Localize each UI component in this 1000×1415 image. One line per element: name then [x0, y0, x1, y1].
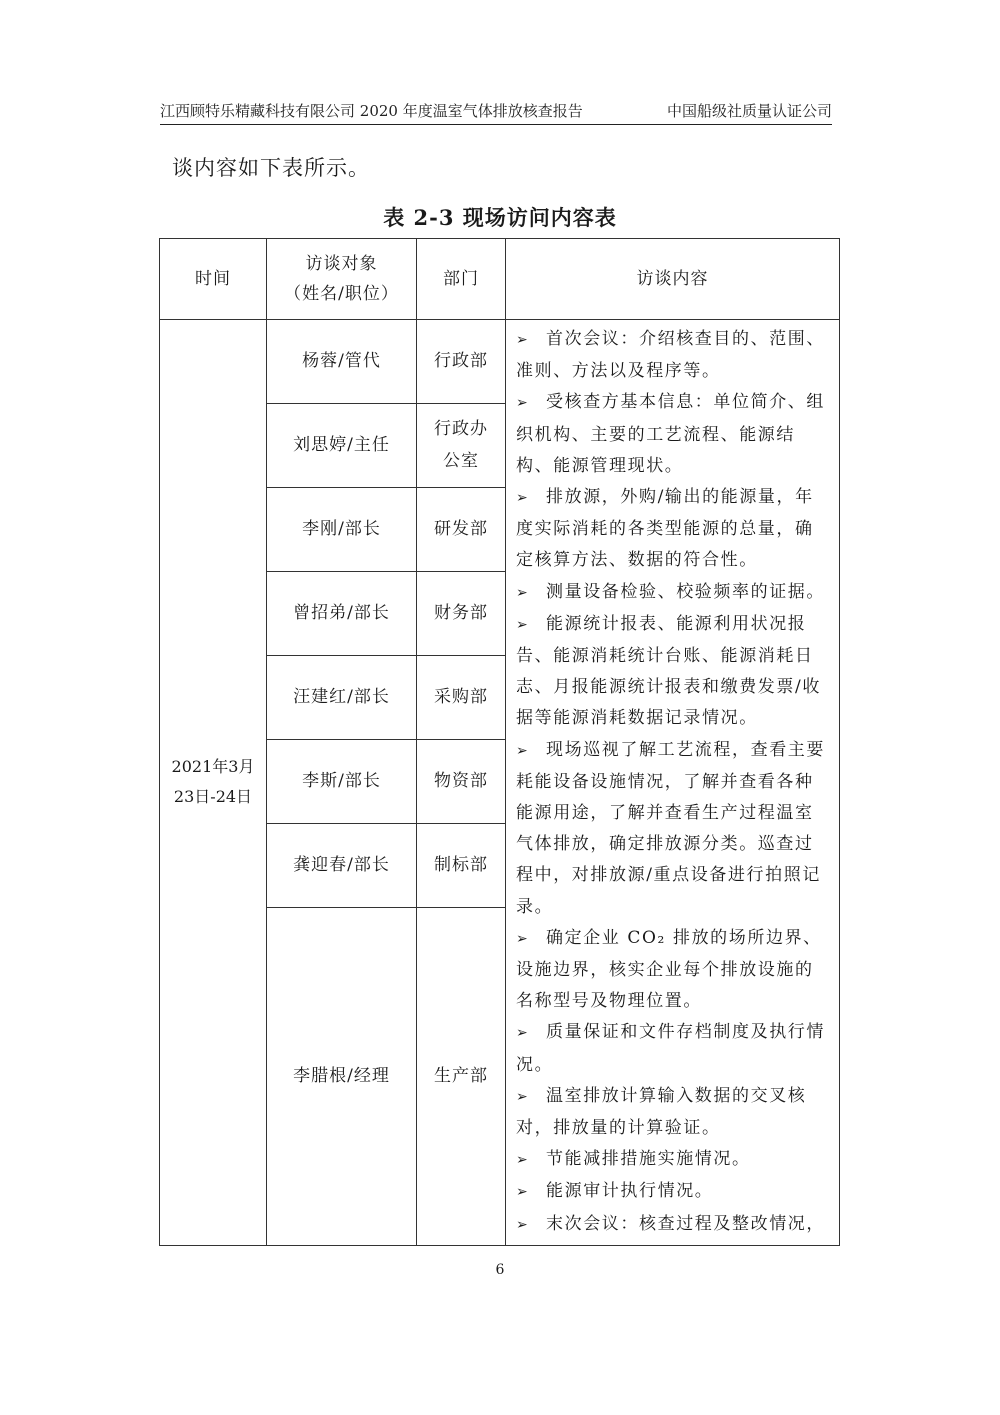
content-item — [516, 482, 831, 577]
dept-cell: 财务部 — [417, 571, 506, 655]
header-organization: 中国船级社质量认证公司 — [666, 102, 832, 120]
person-cell: 曾招弟/部长 — [267, 571, 417, 655]
dept-line1: 行政办 — [434, 419, 488, 440]
bullet-arrow-icon: ➢ — [516, 1088, 530, 1105]
header-dept: 部门 — [417, 239, 506, 320]
header-person-line2: （姓名/职位） — [284, 284, 399, 304]
intro-text: 谈内容如下表所示。 — [172, 156, 370, 180]
bullet-arrow-icon: ➢ — [516, 1184, 530, 1201]
bullet-arrow-icon: ➢ — [516, 742, 530, 759]
bullet-arrow-icon: ➢ — [516, 332, 530, 348]
table-header-row — [160, 239, 840, 320]
content-item — [516, 609, 831, 735]
interview-table — [159, 238, 840, 1246]
time-cell — [160, 320, 267, 1246]
header-person-line1: 访谈对象 — [305, 254, 378, 274]
bullet-arrow-icon: ➢ — [516, 584, 530, 601]
content-item-text: 排放源，外购/输出的能源量，年度实际消耗的各类型能源的总量，确定核算方法、数据的符合性。 — [516, 487, 814, 571]
dept-cell: 采购部 — [417, 655, 506, 739]
dept-cell — [417, 403, 506, 487]
person-cell: 杨蓉/管代 — [267, 320, 417, 404]
page-number: 6 — [495, 1262, 505, 1278]
content-item-text: 能源审计执行情况。 — [546, 1181, 714, 1202]
content-item-text: 质量保证和文件存档制度及执行情况。 — [516, 1022, 825, 1075]
header-report-title: 江西顾特乐精藏科技有限公司 2020 年度温室气体排放核查报告 — [160, 102, 583, 120]
running-header — [160, 100, 832, 125]
content-item — [516, 387, 831, 482]
header-time: 时间 — [160, 239, 267, 320]
header-person — [267, 239, 417, 320]
person-cell: 汪建红/部长 — [267, 655, 417, 739]
dept-line2: 公室 — [443, 451, 479, 472]
content-item — [516, 577, 831, 609]
dept-cell: 行政部 — [417, 320, 506, 404]
time-line1: 2021年3月 — [171, 757, 255, 777]
content-item-text: 测量设备检验、校验频率的证据。 — [546, 581, 825, 602]
content-item-text: 现场巡视了解工艺流程，查看主要耗能设备设施情况，了解并查看各种能源用途，了解并查看生产过程温室气体排放，确定排放源分类。巡查过程中，对排放源/重点设备进行拍照记录。 — [516, 739, 825, 917]
person-cell: 李斯/部长 — [267, 739, 417, 823]
dept-cell: 生产部 — [417, 907, 506, 1245]
content-item-text: 确定企业 CO₂ 排放的场所边界、设施边界，核实企业每个排放设施的名称型号及物理位置。 — [516, 927, 822, 1012]
person-cell: 刘思婷/主任 — [267, 403, 417, 487]
content-item — [516, 1176, 831, 1208]
bullet-arrow-icon: ➢ — [516, 930, 530, 947]
dept-cell: 研发部 — [417, 487, 506, 571]
content-item-text: 首次会议：介绍核查目的、范围、准则、方法以及程序等。 — [516, 329, 825, 382]
content-item — [516, 923, 831, 1018]
content-item — [516, 1081, 831, 1144]
content-item — [516, 1209, 831, 1241]
bullet-arrow-icon: ➢ — [516, 1216, 530, 1233]
bullet-arrow-icon: ➢ — [516, 395, 530, 412]
content-list — [516, 324, 831, 1241]
content-cell — [506, 320, 840, 1246]
person-cell: 龚迎春/部长 — [267, 823, 417, 907]
bullet-arrow-icon: ➢ — [516, 1152, 530, 1169]
content-item-text: 受核查方基本信息：单位简介、组织机构、主要的工艺流程、能源结构、能源管理现状。 — [516, 392, 825, 476]
table-caption: 表 2-3 现场访问内容表 — [383, 205, 617, 230]
time-line2: 23日-24日 — [173, 787, 253, 807]
bullet-arrow-icon: ➢ — [516, 1025, 530, 1042]
content-item — [516, 1144, 831, 1176]
content-item — [516, 324, 831, 387]
person-cell: 李腊根/经理 — [267, 907, 417, 1245]
content-item-text: 温室排放计算输入数据的交叉核对，排放量的计算验证。 — [516, 1085, 807, 1139]
content-item-text: 末次会议：核查过程及整改情况， — [546, 1213, 825, 1234]
person-cell: 李刚/部长 — [267, 487, 417, 571]
content-item — [516, 1017, 831, 1080]
table-row — [160, 320, 840, 404]
dept-cell: 制标部 — [417, 823, 506, 907]
dept-cell: 物资部 — [417, 739, 506, 823]
header-content: 访谈内容 — [506, 239, 840, 320]
content-item — [516, 735, 831, 923]
content-item-text: 能源统计报表、能源利用状况报告、能源消耗统计台账、能源消耗日志、月报能源统计报表和缴费发票/收据等能源消耗数据记录情况。 — [516, 613, 821, 729]
bullet-arrow-icon: ➢ — [516, 616, 530, 633]
content-item-text: 节能减排措施实施情况。 — [546, 1149, 751, 1170]
bullet-arrow-icon: ➢ — [516, 490, 530, 507]
